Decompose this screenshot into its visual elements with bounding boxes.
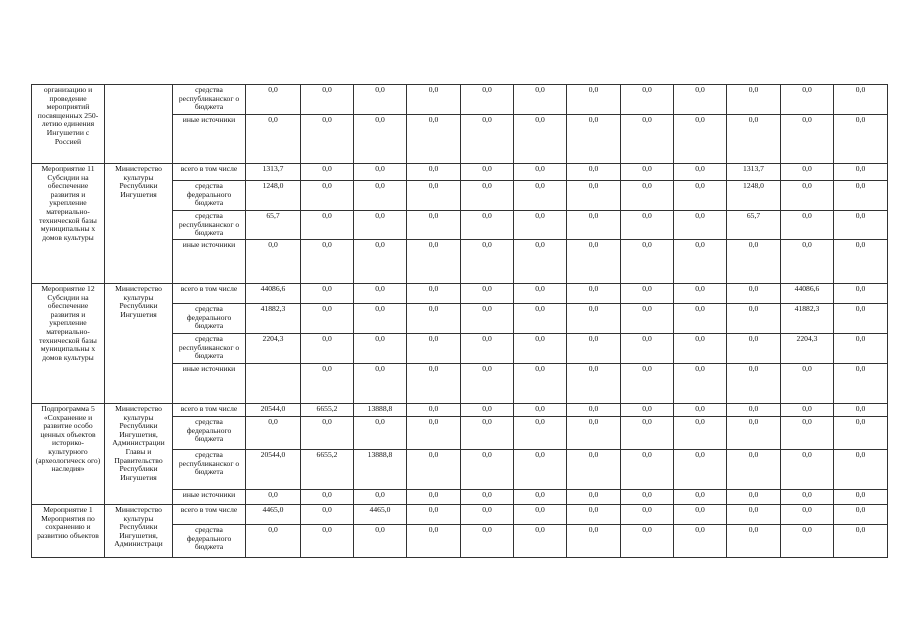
- amount-cell: 0,0: [461, 85, 514, 115]
- amount-cell: 0,0: [727, 334, 781, 364]
- amount-cell: 0,0: [567, 364, 621, 404]
- amount-cell: 0,0: [621, 240, 674, 284]
- executor-cell: Министерство культуры Республики Ингушетия: [105, 164, 173, 284]
- amount-cell: 0,0: [514, 505, 567, 525]
- amount-cell: 0,0: [674, 490, 727, 505]
- amount-cell: 0,0: [514, 115, 567, 164]
- funding-source-cell: средства республиканског о бюджета: [173, 211, 246, 240]
- amount-cell: 0,0: [621, 334, 674, 364]
- amount-cell: 0,0: [514, 417, 567, 450]
- amount-cell: 1248,0: [246, 181, 301, 211]
- amount-cell: 0,0: [727, 304, 781, 334]
- amount-cell: 0,0: [461, 525, 514, 558]
- amount-cell: 0,0: [301, 505, 354, 525]
- amount-cell: 0,0: [567, 164, 621, 181]
- amount-cell: 0,0: [246, 115, 301, 164]
- amount-cell: 0,0: [514, 525, 567, 558]
- amount-cell: 0,0: [407, 364, 461, 404]
- program-name-cell: Мероприятие 11 Субсидии на обеспечение развития и укрепление материально-технической базы муниципальны х домов культуры: [32, 164, 105, 284]
- amount-cell: 0,0: [514, 304, 567, 334]
- amount-cell: 13888,8: [354, 450, 407, 490]
- amount-cell: 0,0: [514, 364, 567, 404]
- amount-cell: 0,0: [301, 417, 354, 450]
- amount-cell: 0,0: [461, 450, 514, 490]
- amount-cell: 0,0: [407, 85, 461, 115]
- amount-cell: 0,0: [567, 115, 621, 164]
- amount-cell: 0,0: [674, 240, 727, 284]
- amount-cell: 0,0: [674, 364, 727, 404]
- amount-cell: 0,0: [354, 85, 407, 115]
- amount-cell: 0,0: [354, 334, 407, 364]
- amount-cell: 0,0: [301, 525, 354, 558]
- amount-cell: 0,0: [301, 334, 354, 364]
- amount-cell: 0,0: [461, 181, 514, 211]
- amount-cell: 0,0: [621, 85, 674, 115]
- amount-cell: 0,0: [727, 505, 781, 525]
- amount-cell: 0,0: [461, 115, 514, 164]
- amount-cell: 0,0: [461, 211, 514, 240]
- amount-cell: 65,7: [727, 211, 781, 240]
- amount-cell: 0,0: [461, 284, 514, 304]
- amount-cell: 0,0: [461, 417, 514, 450]
- amount-cell: 0,0: [567, 417, 621, 450]
- amount-cell: 0,0: [781, 164, 834, 181]
- funding-source-cell: средства федерального бюджета: [173, 525, 246, 558]
- amount-cell: 41882,3: [246, 304, 301, 334]
- amount-cell: 0,0: [461, 304, 514, 334]
- amount-cell: 0,0: [354, 525, 407, 558]
- amount-cell: 0,0: [461, 490, 514, 505]
- funding-source-cell: средства республиканског о бюджета: [173, 450, 246, 490]
- amount-cell: 0,0: [834, 450, 888, 490]
- amount-cell: 6655,2: [301, 450, 354, 490]
- table-row: [32, 284, 888, 304]
- amount-cell: 0,0: [407, 450, 461, 490]
- amount-cell: 0,0: [407, 211, 461, 240]
- amount-cell: 0,0: [461, 364, 514, 404]
- amount-cell: 0,0: [301, 240, 354, 284]
- amount-cell: 0,0: [461, 334, 514, 364]
- amount-cell: 0,0: [621, 450, 674, 490]
- amount-cell: 0,0: [514, 85, 567, 115]
- amount-cell: 0,0: [621, 364, 674, 404]
- amount-cell: 0,0: [781, 85, 834, 115]
- executor-cell: Министерство культуры Республики Ингушетия, Администраци: [105, 505, 173, 558]
- amount-cell: 0,0: [407, 240, 461, 284]
- amount-cell: 0,0: [354, 304, 407, 334]
- amount-cell: 0,0: [354, 417, 407, 450]
- amount-cell: 0,0: [834, 164, 888, 181]
- funding-source-cell: всего в том числе: [173, 404, 246, 417]
- amount-cell: 0,0: [407, 284, 461, 304]
- amount-cell: 0,0: [674, 211, 727, 240]
- amount-cell: 0,0: [567, 525, 621, 558]
- amount-cell: 20544,0: [246, 404, 301, 417]
- amount-cell: 0,0: [834, 490, 888, 505]
- amount-cell: 0,0: [246, 417, 301, 450]
- amount-cell: 0,0: [727, 364, 781, 404]
- amount-cell: 0,0: [246, 240, 301, 284]
- amount-cell: 0,0: [674, 525, 727, 558]
- funding-source-cell: всего в том числе: [173, 284, 246, 304]
- amount-cell: 0,0: [407, 505, 461, 525]
- amount-cell: 1313,7: [727, 164, 781, 181]
- amount-cell: 0,0: [727, 284, 781, 304]
- executor-cell: Министерство культуры Республики Ингушетия, Администрации Главы и Правительство Республики Ингушетия: [105, 404, 173, 505]
- amount-cell: 0,0: [781, 240, 834, 284]
- funding-source-cell: средства республиканског о бюджета: [173, 85, 246, 115]
- amount-cell: [246, 364, 301, 404]
- amount-cell: 0,0: [834, 364, 888, 404]
- amount-cell: 0,0: [674, 334, 727, 364]
- amount-cell: 0,0: [301, 284, 354, 304]
- amount-cell: 0,0: [834, 304, 888, 334]
- amount-cell: 0,0: [301, 304, 354, 334]
- amount-cell: 0,0: [407, 334, 461, 364]
- amount-cell: 0,0: [407, 304, 461, 334]
- amount-cell: 0,0: [407, 181, 461, 211]
- amount-cell: 0,0: [621, 304, 674, 334]
- amount-cell: 0,0: [621, 417, 674, 450]
- amount-cell: 0,0: [621, 490, 674, 505]
- amount-cell: 0,0: [727, 115, 781, 164]
- amount-cell: 0,0: [834, 85, 888, 115]
- program-name-cell: Мероприятие 1 Мероприятия по сохранению и развитию объектов: [32, 505, 105, 558]
- funding-source-cell: всего в том числе: [173, 505, 246, 525]
- amount-cell: 0,0: [621, 164, 674, 181]
- amount-cell: 0,0: [246, 85, 301, 115]
- amount-cell: 0,0: [834, 505, 888, 525]
- amount-cell: 0,0: [727, 404, 781, 417]
- funding-source-cell: иные источники: [173, 240, 246, 284]
- table-row: [32, 505, 888, 525]
- amount-cell: 0,0: [567, 334, 621, 364]
- amount-cell: 0,0: [834, 240, 888, 284]
- amount-cell: 0,0: [407, 490, 461, 505]
- program-name-cell: организацию и проведение мероприятий посвященных 250-летию единения Ингушетии с Россией: [32, 85, 105, 164]
- amount-cell: 0,0: [781, 490, 834, 505]
- amount-cell: 0,0: [407, 417, 461, 450]
- amount-cell: 1248,0: [727, 181, 781, 211]
- amount-cell: 4465,0: [246, 505, 301, 525]
- funding-source-cell: средства федерального бюджета: [173, 417, 246, 450]
- amount-cell: 65,7: [246, 211, 301, 240]
- amount-cell: 0,0: [621, 505, 674, 525]
- amount-cell: 0,0: [567, 211, 621, 240]
- amount-cell: 0,0: [301, 490, 354, 505]
- amount-cell: 0,0: [674, 304, 727, 334]
- funding-source-cell: иные источники: [173, 115, 246, 164]
- amount-cell: 0,0: [781, 181, 834, 211]
- amount-cell: 4465,0: [354, 505, 407, 525]
- amount-cell: 0,0: [407, 115, 461, 164]
- amount-cell: 20544,0: [246, 450, 301, 490]
- amount-cell: 0,0: [727, 417, 781, 450]
- amount-cell: 44086,6: [781, 284, 834, 304]
- amount-cell: 0,0: [727, 450, 781, 490]
- amount-cell: 0,0: [674, 85, 727, 115]
- amount-cell: 0,0: [301, 164, 354, 181]
- amount-cell: 0,0: [301, 115, 354, 164]
- amount-cell: 0,0: [567, 404, 621, 417]
- amount-cell: 0,0: [514, 211, 567, 240]
- amount-cell: 0,0: [567, 505, 621, 525]
- funding-source-cell: иные источники: [173, 490, 246, 505]
- table-row: [32, 404, 888, 417]
- amount-cell: 2204,3: [781, 334, 834, 364]
- amount-cell: 0,0: [834, 334, 888, 364]
- amount-cell: 0,0: [354, 181, 407, 211]
- funding-source-cell: средства федерального бюджета: [173, 304, 246, 334]
- program-name-cell: Мероприятие 12 Субсидии на обеспечение развития и укрепление материально-технической базы муниципальны х домов культуры: [32, 284, 105, 404]
- amount-cell: 0,0: [674, 284, 727, 304]
- amount-cell: 0,0: [301, 85, 354, 115]
- amount-cell: 0,0: [781, 211, 834, 240]
- amount-cell: 0,0: [834, 525, 888, 558]
- amount-cell: 0,0: [621, 211, 674, 240]
- amount-cell: 0,0: [674, 115, 727, 164]
- amount-cell: 0,0: [567, 304, 621, 334]
- amount-cell: 0,0: [727, 525, 781, 558]
- amount-cell: 0,0: [621, 115, 674, 164]
- amount-cell: 0,0: [567, 85, 621, 115]
- amount-cell: 0,0: [674, 450, 727, 490]
- amount-cell: 0,0: [567, 181, 621, 211]
- amount-cell: 0,0: [407, 164, 461, 181]
- amount-cell: 0,0: [514, 240, 567, 284]
- amount-cell: 0,0: [354, 490, 407, 505]
- funding-source-cell: иные источники: [173, 364, 246, 404]
- executor-cell: Министерство культуры Республики Ингушетия: [105, 284, 173, 404]
- amount-cell: 0,0: [301, 211, 354, 240]
- amount-cell: 0,0: [621, 525, 674, 558]
- amount-cell: 0,0: [621, 404, 674, 417]
- amount-cell: 0,0: [354, 240, 407, 284]
- amount-cell: 0,0: [781, 417, 834, 450]
- budget-table: [31, 84, 888, 558]
- amount-cell: 1313,7: [246, 164, 301, 181]
- funding-source-cell: всего в том числе: [173, 164, 246, 181]
- amount-cell: 0,0: [567, 240, 621, 284]
- amount-cell: 0,0: [834, 284, 888, 304]
- amount-cell: 0,0: [621, 284, 674, 304]
- amount-cell: 0,0: [834, 417, 888, 450]
- amount-cell: 0,0: [834, 404, 888, 417]
- amount-cell: 0,0: [354, 164, 407, 181]
- amount-cell: 0,0: [461, 404, 514, 417]
- amount-cell: 0,0: [407, 525, 461, 558]
- amount-cell: 0,0: [727, 490, 781, 505]
- program-name-cell: Подпрограмма 5 «Сохранение и развитие особо ценных объектов историко-культурного (археологическ ого) наследия»: [32, 404, 105, 505]
- amount-cell: 0,0: [301, 181, 354, 211]
- amount-cell: 0,0: [514, 450, 567, 490]
- amount-cell: 0,0: [461, 240, 514, 284]
- amount-cell: 0,0: [781, 364, 834, 404]
- amount-cell: 0,0: [354, 284, 407, 304]
- amount-cell: 0,0: [674, 417, 727, 450]
- amount-cell: 0,0: [461, 164, 514, 181]
- amount-cell: 0,0: [301, 364, 354, 404]
- amount-cell: 0,0: [674, 164, 727, 181]
- amount-cell: 0,0: [674, 404, 727, 417]
- amount-cell: 0,0: [246, 525, 301, 558]
- amount-cell: 0,0: [407, 404, 461, 417]
- amount-cell: 2204,3: [246, 334, 301, 364]
- amount-cell: 0,0: [834, 211, 888, 240]
- amount-cell: 0,0: [514, 164, 567, 181]
- amount-cell: 0,0: [567, 490, 621, 505]
- amount-cell: 0,0: [674, 505, 727, 525]
- amount-cell: 44086,6: [246, 284, 301, 304]
- amount-cell: 0,0: [727, 85, 781, 115]
- amount-cell: 0,0: [514, 284, 567, 304]
- amount-cell: 6655,2: [301, 404, 354, 417]
- table-row: [32, 164, 888, 181]
- funding-source-cell: средства республиканског о бюджета: [173, 334, 246, 364]
- amount-cell: 0,0: [781, 450, 834, 490]
- table-row: [32, 85, 888, 115]
- amount-cell: 0,0: [727, 240, 781, 284]
- amount-cell: 0,0: [781, 505, 834, 525]
- table-body: [32, 85, 888, 558]
- executor-cell: [105, 85, 173, 164]
- amount-cell: 0,0: [834, 181, 888, 211]
- amount-cell: 0,0: [621, 181, 674, 211]
- amount-cell: 0,0: [674, 181, 727, 211]
- amount-cell: 0,0: [781, 525, 834, 558]
- amount-cell: 0,0: [781, 115, 834, 164]
- amount-cell: 0,0: [781, 404, 834, 417]
- funding-source-cell: средства федерального бюджета: [173, 181, 246, 211]
- amount-cell: 0,0: [514, 490, 567, 505]
- amount-cell: 13888,8: [354, 404, 407, 417]
- amount-cell: 0,0: [354, 364, 407, 404]
- amount-cell: 0,0: [246, 490, 301, 505]
- amount-cell: 0,0: [461, 505, 514, 525]
- amount-cell: 0,0: [354, 211, 407, 240]
- amount-cell: 0,0: [354, 115, 407, 164]
- amount-cell: 0,0: [567, 284, 621, 304]
- amount-cell: 0,0: [514, 404, 567, 417]
- amount-cell: 0,0: [567, 450, 621, 490]
- amount-cell: 0,0: [514, 334, 567, 364]
- amount-cell: 0,0: [514, 181, 567, 211]
- amount-cell: 0,0: [834, 115, 888, 164]
- amount-cell: 41882,3: [781, 304, 834, 334]
